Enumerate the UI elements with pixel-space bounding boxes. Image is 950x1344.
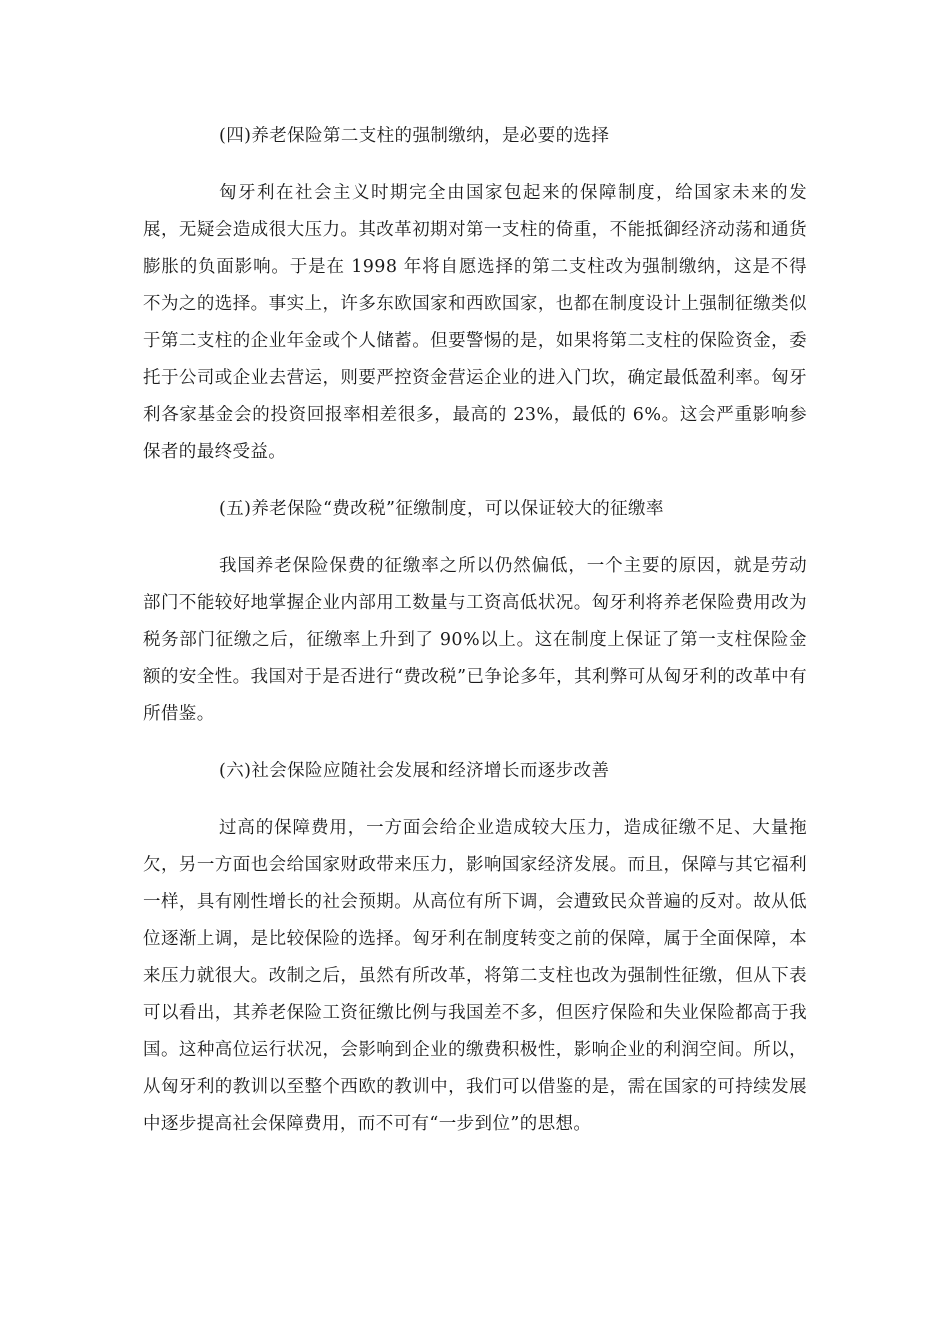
document-page [143,118,807,1163]
section-body-5: 我国养老保险保费的征缴率之所以仍然偏低，一个主要的原因，就是劳动部门不能较好地掌握企业内部用工数量与工资高低状况。匈牙利将养老保险费用改为税务部门征缴之后，征缴率上升到了 90%以上。这在制度上保证了第一支柱保险金额的安全性。我国对于是否进行“费改税”已争论多年，其利弊可从匈牙利的改革中有所借鉴。 [143,556,807,724]
section-heading-6: (六)社会保险应随社会发展和经济增长而逐步改善 [219,761,610,781]
section-body-6: 过高的保障费用，一方面会给企业造成较大压力，造成征缴不足、大量拖欠，另一方面也会给国家财政带来压力，影响国家经济发展。而且，保障与其它福利一样，具有刚性增长的社会预期。从高位有所下调，会遭致民众普遍的反对。故从低位逐渐上调，是比较保险的选择。匈牙利在制度转变之前的保障，属于全面保障，本来压力就很大。改制之后，虽然有所改革，将第二支柱也改为强制性征缴，但从下表可以看出，其养老保险工资征缴比例与我国差不多，但医疗保险和失业保险都高于我国。这种高位运行状况，会影响到企业的缴费积极性，影响企业的利润空间。所以，从匈牙利的教训以至整个西欧的教训中，我们可以借鉴的是，需在国家的可持续发展中逐步提高社会保障费用，而不可有“一步到位”的思想。 [143,818,807,1134]
section-heading-5: (五)养老保险“费改税”征缴制度，可以保证较大的征缴率 [219,499,664,519]
section-heading-4: (四)养老保险第二支柱的强制缴纳，是必要的选择 [219,126,610,146]
section-body-4: 匈牙利在社会主义时期完全由国家包起来的保障制度，给国家未来的发展，无疑会造成很大压力。其改革初期对第一支柱的倚重，不能抵御经济动荡和通货膨胀的负面影响。于是在 1998 年将自愿选择的第二支柱改为强制缴纳，这是不得不为之的选择。事实上，许多东欧国家和西欧国家，也都在制度设计上强制征缴类似于第二支柱的企业年金或个人储蓄。但要警惕的是，如果将第二支柱的保险资金，委托于公司或企业去营运，则要严控资金营运企业的进入门坎，确定最低盈利率。匈牙利各家基金会的投资回报率相差很多，最高的 23%，最低的 6%。这会严重影响参保者的最终受益。 [143,183,807,462]
